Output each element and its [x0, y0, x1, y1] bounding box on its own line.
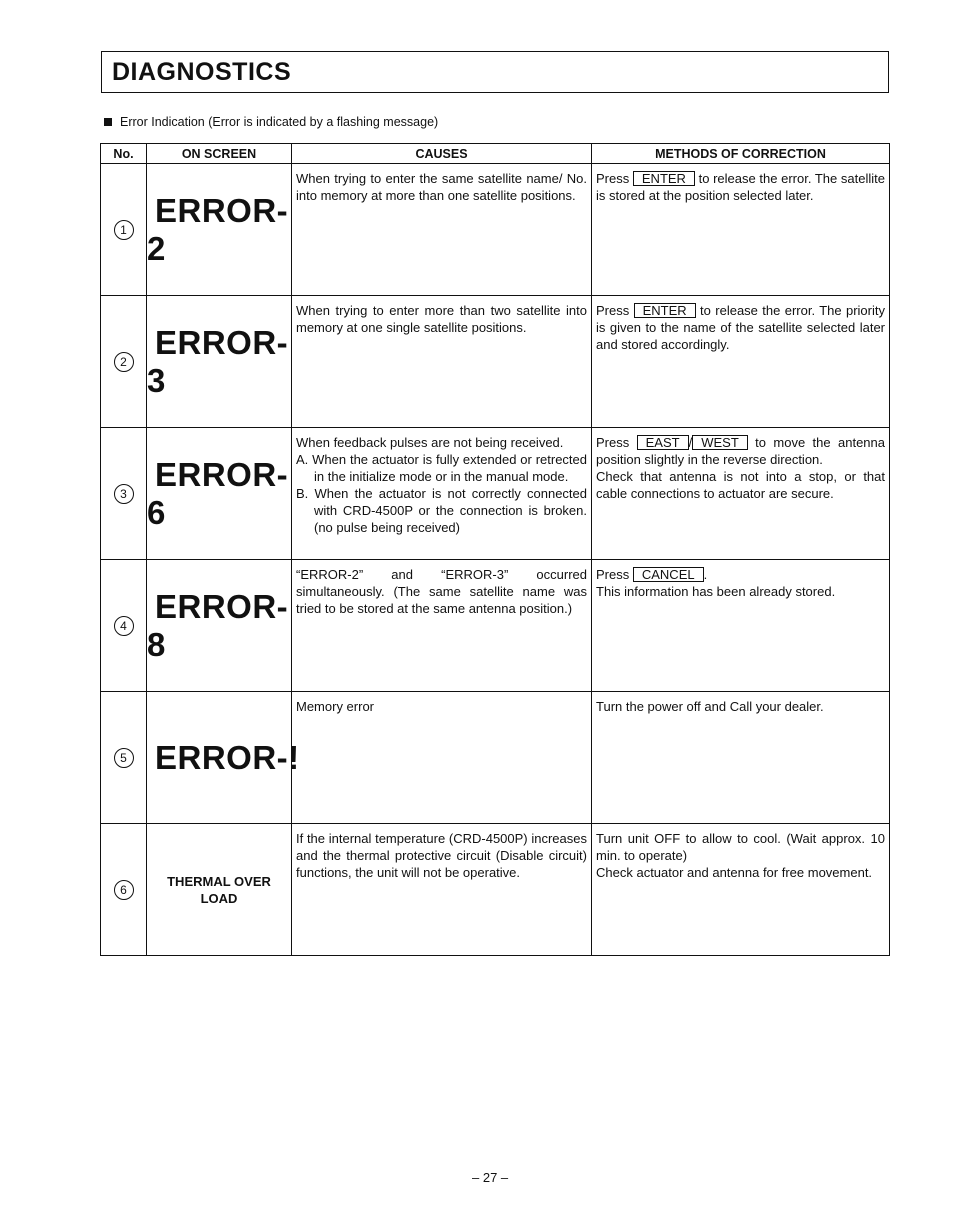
row-number-cell — [101, 428, 147, 560]
table-row — [101, 164, 890, 296]
diagnostics-table — [100, 143, 890, 956]
cause-cell — [292, 692, 592, 824]
press-text: Press — [596, 567, 630, 582]
cause-text: When trying to enter the same satellite name/ No. into memory at more than one satellite positions. — [296, 171, 587, 203]
cause-cell — [292, 560, 592, 692]
key-separator: / — [688, 435, 693, 450]
error-code: ERROR-2 — [147, 191, 289, 267]
on-screen-cell — [147, 164, 292, 296]
table-header-row — [101, 144, 890, 164]
circled-number: 6 — [114, 880, 134, 900]
method-text-2: This information has been already stored. — [596, 584, 836, 599]
page-title: DIAGNOSTICS — [112, 58, 292, 86]
cause-text: When feedback pulses are not being received. — [296, 435, 564, 450]
error-code: ERROR-6 — [147, 455, 289, 531]
row-number-cell — [101, 164, 147, 296]
west-key-label: WEST — [692, 435, 748, 450]
method-text-2: Check that antenna is not into a stop, or that cable connections to actuator are secure. — [596, 469, 885, 501]
method-text: to move the antenna position slightly in the reverse direction. — [596, 435, 885, 467]
circled-number: 5 — [114, 748, 134, 768]
header-methods: METHODS OF CORRECTION — [592, 144, 890, 164]
enter-key-label: ENTER — [633, 171, 695, 186]
circled-number: 3 — [114, 484, 134, 504]
header-no: No. — [101, 144, 147, 164]
cause-text: Memory error — [296, 699, 375, 714]
circled-number: 4 — [114, 616, 134, 636]
method-text: to release the error. The satellite is stored at the position selected later. — [596, 171, 885, 203]
on-screen-cell — [147, 428, 292, 560]
error-code: ERROR-8 — [147, 587, 289, 663]
header-on-screen: ON SCREEN — [147, 144, 292, 164]
table-row — [101, 560, 890, 692]
table-row — [101, 692, 890, 824]
row-number-cell — [101, 692, 147, 824]
row-number-cell — [101, 296, 147, 428]
cause-text: When trying to enter more than two satellite into memory at one single satellite positions. — [296, 303, 587, 335]
row-number-cell — [101, 824, 147, 956]
table-row — [101, 296, 890, 428]
period: . — [703, 567, 708, 582]
on-screen-cell — [147, 560, 292, 692]
title-box — [101, 51, 889, 93]
press-text: Press — [596, 171, 630, 186]
row-number-cell — [101, 560, 147, 692]
header-causes: CAUSES — [292, 144, 592, 164]
circled-number: 1 — [114, 220, 134, 240]
page-number: – 27 – — [472, 1170, 509, 1185]
thermal-line-1: THERMAL OVER — [167, 873, 271, 889]
intro-line — [104, 115, 438, 129]
table-row — [101, 824, 890, 956]
intro-text: Error Indication (Error is indicated by a flashing message) — [120, 115, 439, 129]
on-screen-cell — [147, 692, 300, 824]
cause-text: “ERROR-2” and “ERROR-3” occurred simultaneously. (The same satellite name was tried to be stored at the same antenna position.) — [296, 567, 587, 616]
cause-item-b: B. When the actuator is not correctly connected with CRD-4500P or the connection is broken. (no pulse being received) — [296, 486, 587, 535]
cause-cell — [292, 296, 592, 428]
method-cell — [592, 692, 890, 824]
thermal-line-2: LOAD — [200, 890, 238, 906]
circled-number: 2 — [114, 352, 134, 372]
cause-cell — [292, 824, 592, 956]
cause-item-a: A. When the actuator is fully extended or retrected in the initialize mode or in the manual mode. — [296, 452, 587, 484]
table-row — [101, 428, 890, 560]
error-code: ERROR-! — [155, 738, 300, 776]
method-cell — [592, 164, 890, 296]
press-text: Press — [596, 435, 630, 450]
method-cell — [592, 560, 890, 692]
on-screen-cell — [147, 824, 292, 956]
east-key-label: EAST — [637, 435, 689, 450]
on-screen-cell — [147, 296, 292, 428]
method-cell — [592, 296, 890, 428]
press-text: Press — [596, 303, 630, 318]
method-text-2: Check actuator and antenna for free movement. — [596, 865, 873, 880]
error-code: ERROR-3 — [147, 323, 289, 399]
cause-cell — [292, 428, 592, 560]
method-text: to release the error. The priority is given to the name of the satellite selected later and stored accordingly. — [596, 303, 885, 352]
cancel-key-label: CANCEL — [633, 567, 704, 582]
method-cell — [592, 824, 890, 956]
square-bullet-icon — [104, 118, 112, 126]
enter-key-label: ENTER — [634, 303, 696, 318]
cause-cell — [292, 164, 592, 296]
cause-text: If the internal temperature (CRD-4500P) increases and the thermal protective circuit (Disable circuit) functions, the unit will not be operative. — [296, 831, 587, 880]
method-cell — [592, 428, 890, 560]
method-text: Turn the power off and Call your dealer. — [596, 699, 824, 714]
method-text: Turn unit OFF to allow to cool. (Wait approx. 10 min. to operate) — [596, 831, 885, 863]
